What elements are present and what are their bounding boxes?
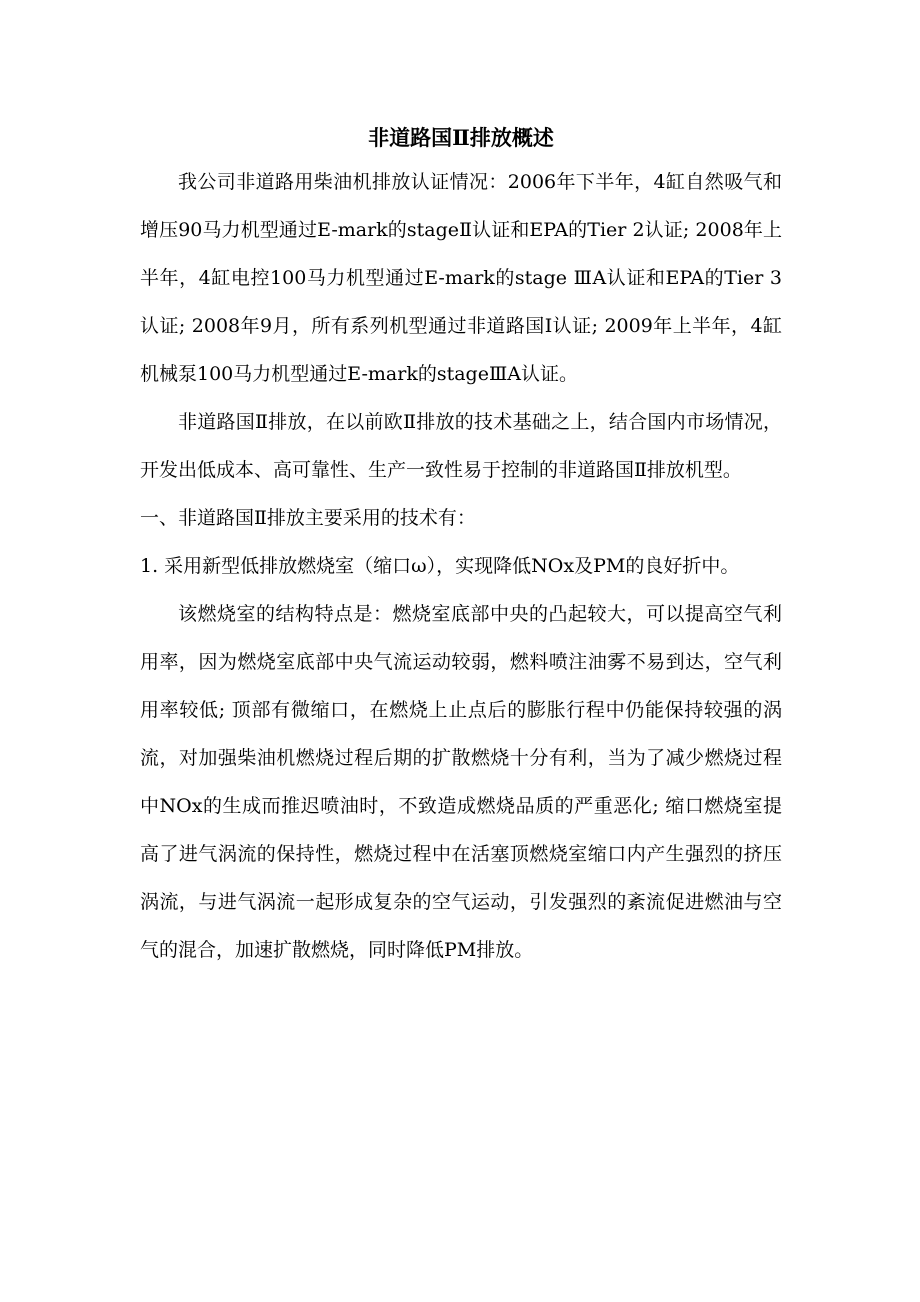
- section-heading-technologies: 一、非道路国Ⅱ排放主要采用的技术有：: [140, 507, 476, 529]
- paragraph-chamber-features: 该燃烧室的结构特点是：燃烧室底部中央的凸起较大，可以提高空气利用率，因为燃烧室底部中央气流运动较弱，燃料喷注油雾不易到达，空气利用率较低; 顶部有微缩口，在燃烧上止点后的膨胀行程中仍能保持较强的涡流，对加强柴油机燃烧过程后期的扩散燃烧十分有利，当为了减少燃烧过程中NOx的生成而推迟喷油时，不致造成燃烧品质的严重恶化; 缩口燃烧室提高了进气涡流的保持性，燃烧过程中在活塞顶燃烧室缩口内产生强烈的挤压涡流，与进气涡流一起形成复杂的空气运动，引发强烈的紊流促进燃油与空气的混合，加速扩散燃烧，同时降低PM排放。: [140, 603, 782, 961]
- paragraph-certification: 我公司非道路用柴油机排放认证情况：2006年下半年，4缸自然吸气和增压90马力机型通过E-mark的stageⅡ认证和EPA的Tier 2认证; 2008年上半年，4缸电控100马力机型通过E-mark的stage ⅢA认证和EPA的Tier 3认证; 2008年9月，所有系列机型通过非道路国Ⅰ认证; 2009年上半年，4缸机械泵100马力机型通过E-mark的stageⅢA认证。: [140, 171, 782, 385]
- document-title: 非道路国Ⅱ排放概述: [368, 125, 554, 150]
- list-item-combustion-chamber: 1. 采用新型低排放燃烧室（缩口ω），实现降低NOx及PM的良好折中。: [140, 555, 740, 577]
- paragraph-overview: 非道路国Ⅱ排放，在以前欧Ⅱ排放的技术基础之上，结合国内市场情况，开发出低成本、高可靠性、生产一致性易于控制的非道路国Ⅱ排放机型。: [140, 411, 782, 481]
